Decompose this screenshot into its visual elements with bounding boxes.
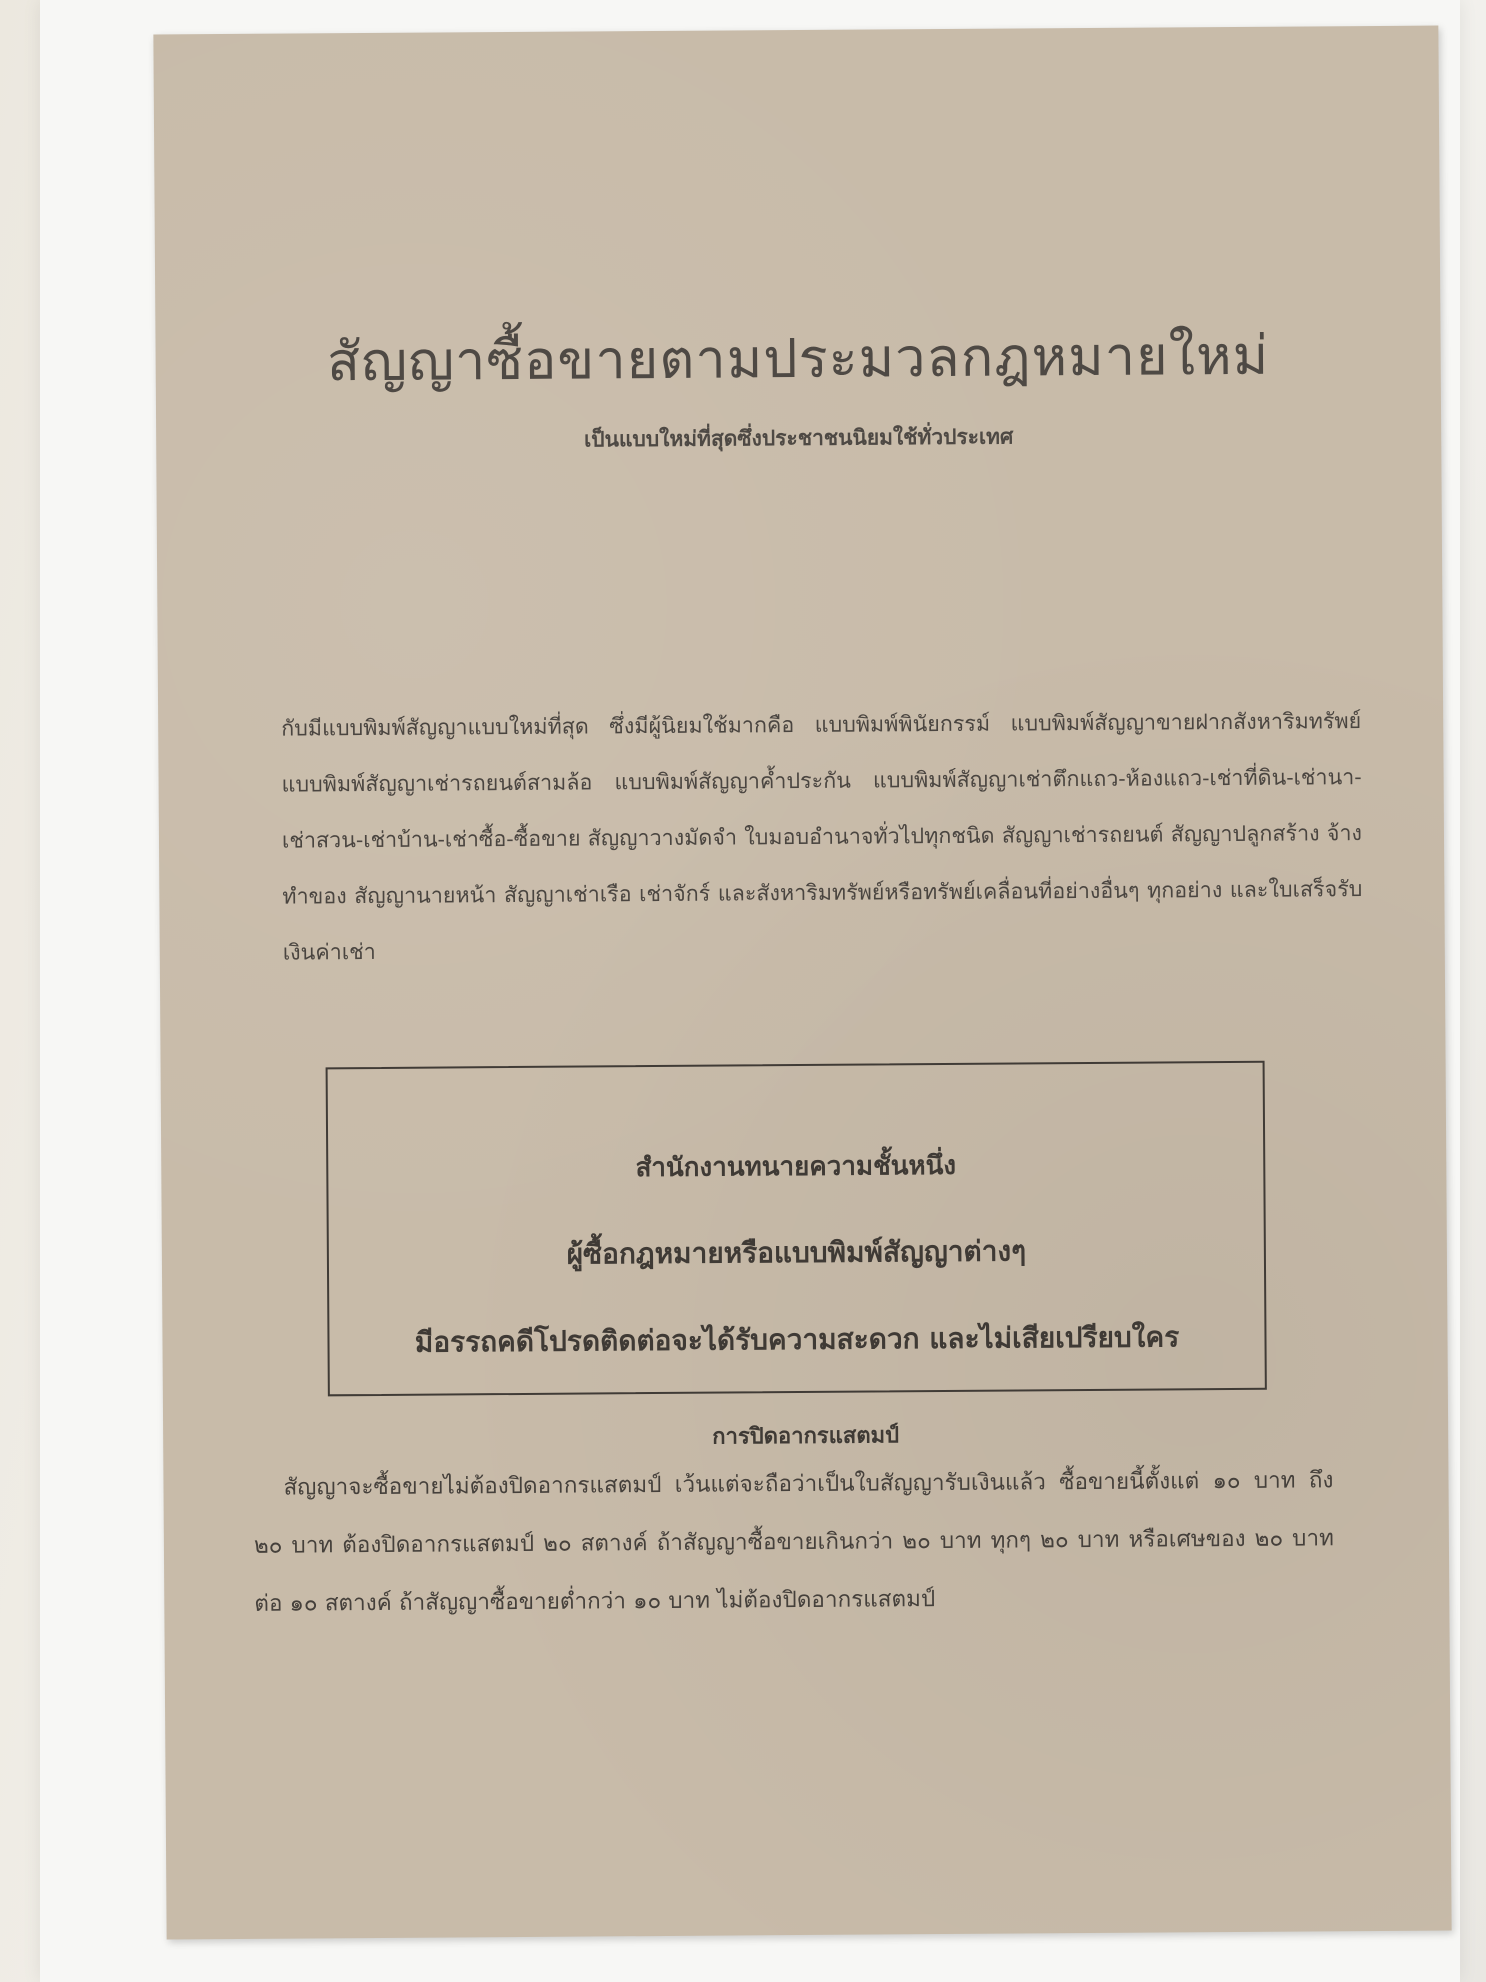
stamp-duty-heading: การปิดอากรแสตมป์ (712, 1422, 900, 1450)
box-line-law-office: สำนักงานทนายความชั้นหนึ่ง (635, 1150, 957, 1184)
box-line-buyers: ผู้ซื้อกฎหมายหรือแบบพิมพ์สัญญาต่างๆ (566, 1234, 1027, 1271)
document-subtitle: เป็นแบบใหม่ที่สุดซึ่งประชาชนนิยมใช้ทั่วประเทศ (583, 423, 1014, 452)
document-title: สัญญาซื้อขายตามประมวลกฎหมายใหม่ (326, 323, 1270, 394)
box-line-contact: มีอรรถคดีโปรดติดต่อจะได้รับความสะดวก และไม่เสียเปรียบใคร (414, 1320, 1180, 1359)
stamp-duty-paragraph: สัญญาจะซื้อขายไม่ต้องปิดอากรแสตมป์ เว้นแต่จะถือว่าเป็นใบสัญญารับเงินแล้ว ซื้อขายนี้ตั้งแต่ ๑๐ บาท ถึง ๒๐ บาท ต้องปิดอากรแสตมป์ ๒๐ สตางค์ ถ้าสัญญาซื้อขายเกินกว่า ๒๐ บาท ทุกๆ ๒๐ บาท หรือเศษของ ๒๐ บาท ต่อ ๑๐ สตางค์ ถ้าสัญญาซื้อขายต่ำกว่า ๑๐ บาท ไม่ต้องปิดอากรแสตมป์ (253, 1467, 1334, 1617)
body-paragraph: กับมีแบบพิมพ์สัญญาแบบใหม่ที่สุด ซึ่งมีผู้นิยมใช้มากคือ แบบพิมพ์พินัยกรรม์ แบบพิมพ์สัญญาขายฝากสังหาริมทรัพย์ แบบพิมพ์สัญญาเช่ารถยนต์สามล้อ แบบพิมพ์สัญญาค้ำประกัน แบบพิมพ์สัญญาเช่าตึกแถว-ห้องแถว-เช่าที่ดิน-เช่านา-เช่าสวน-เช่าบ้าน-เช่าซื้อ-ซื้อขาย สัญญาวางมัดจำ ใบมอบอำนาจทั่วไปทุกชนิด สัญญาเช่ารถยนต์ สัญญาปลูกสร้าง จ้างทำของ สัญญานายหน้า สัญญาเช่าเรือ เช่าจักร์ และสังหาริมทรัพย์หรือทรัพย์เคลื่อนที่อย่างอื่นๆ ทุกอย่าง และใบเสร็จรับเงินค่าเช่า (281, 709, 1363, 966)
law-office-box (326, 1061, 1267, 1397)
document-sheet (153, 26, 1451, 1940)
